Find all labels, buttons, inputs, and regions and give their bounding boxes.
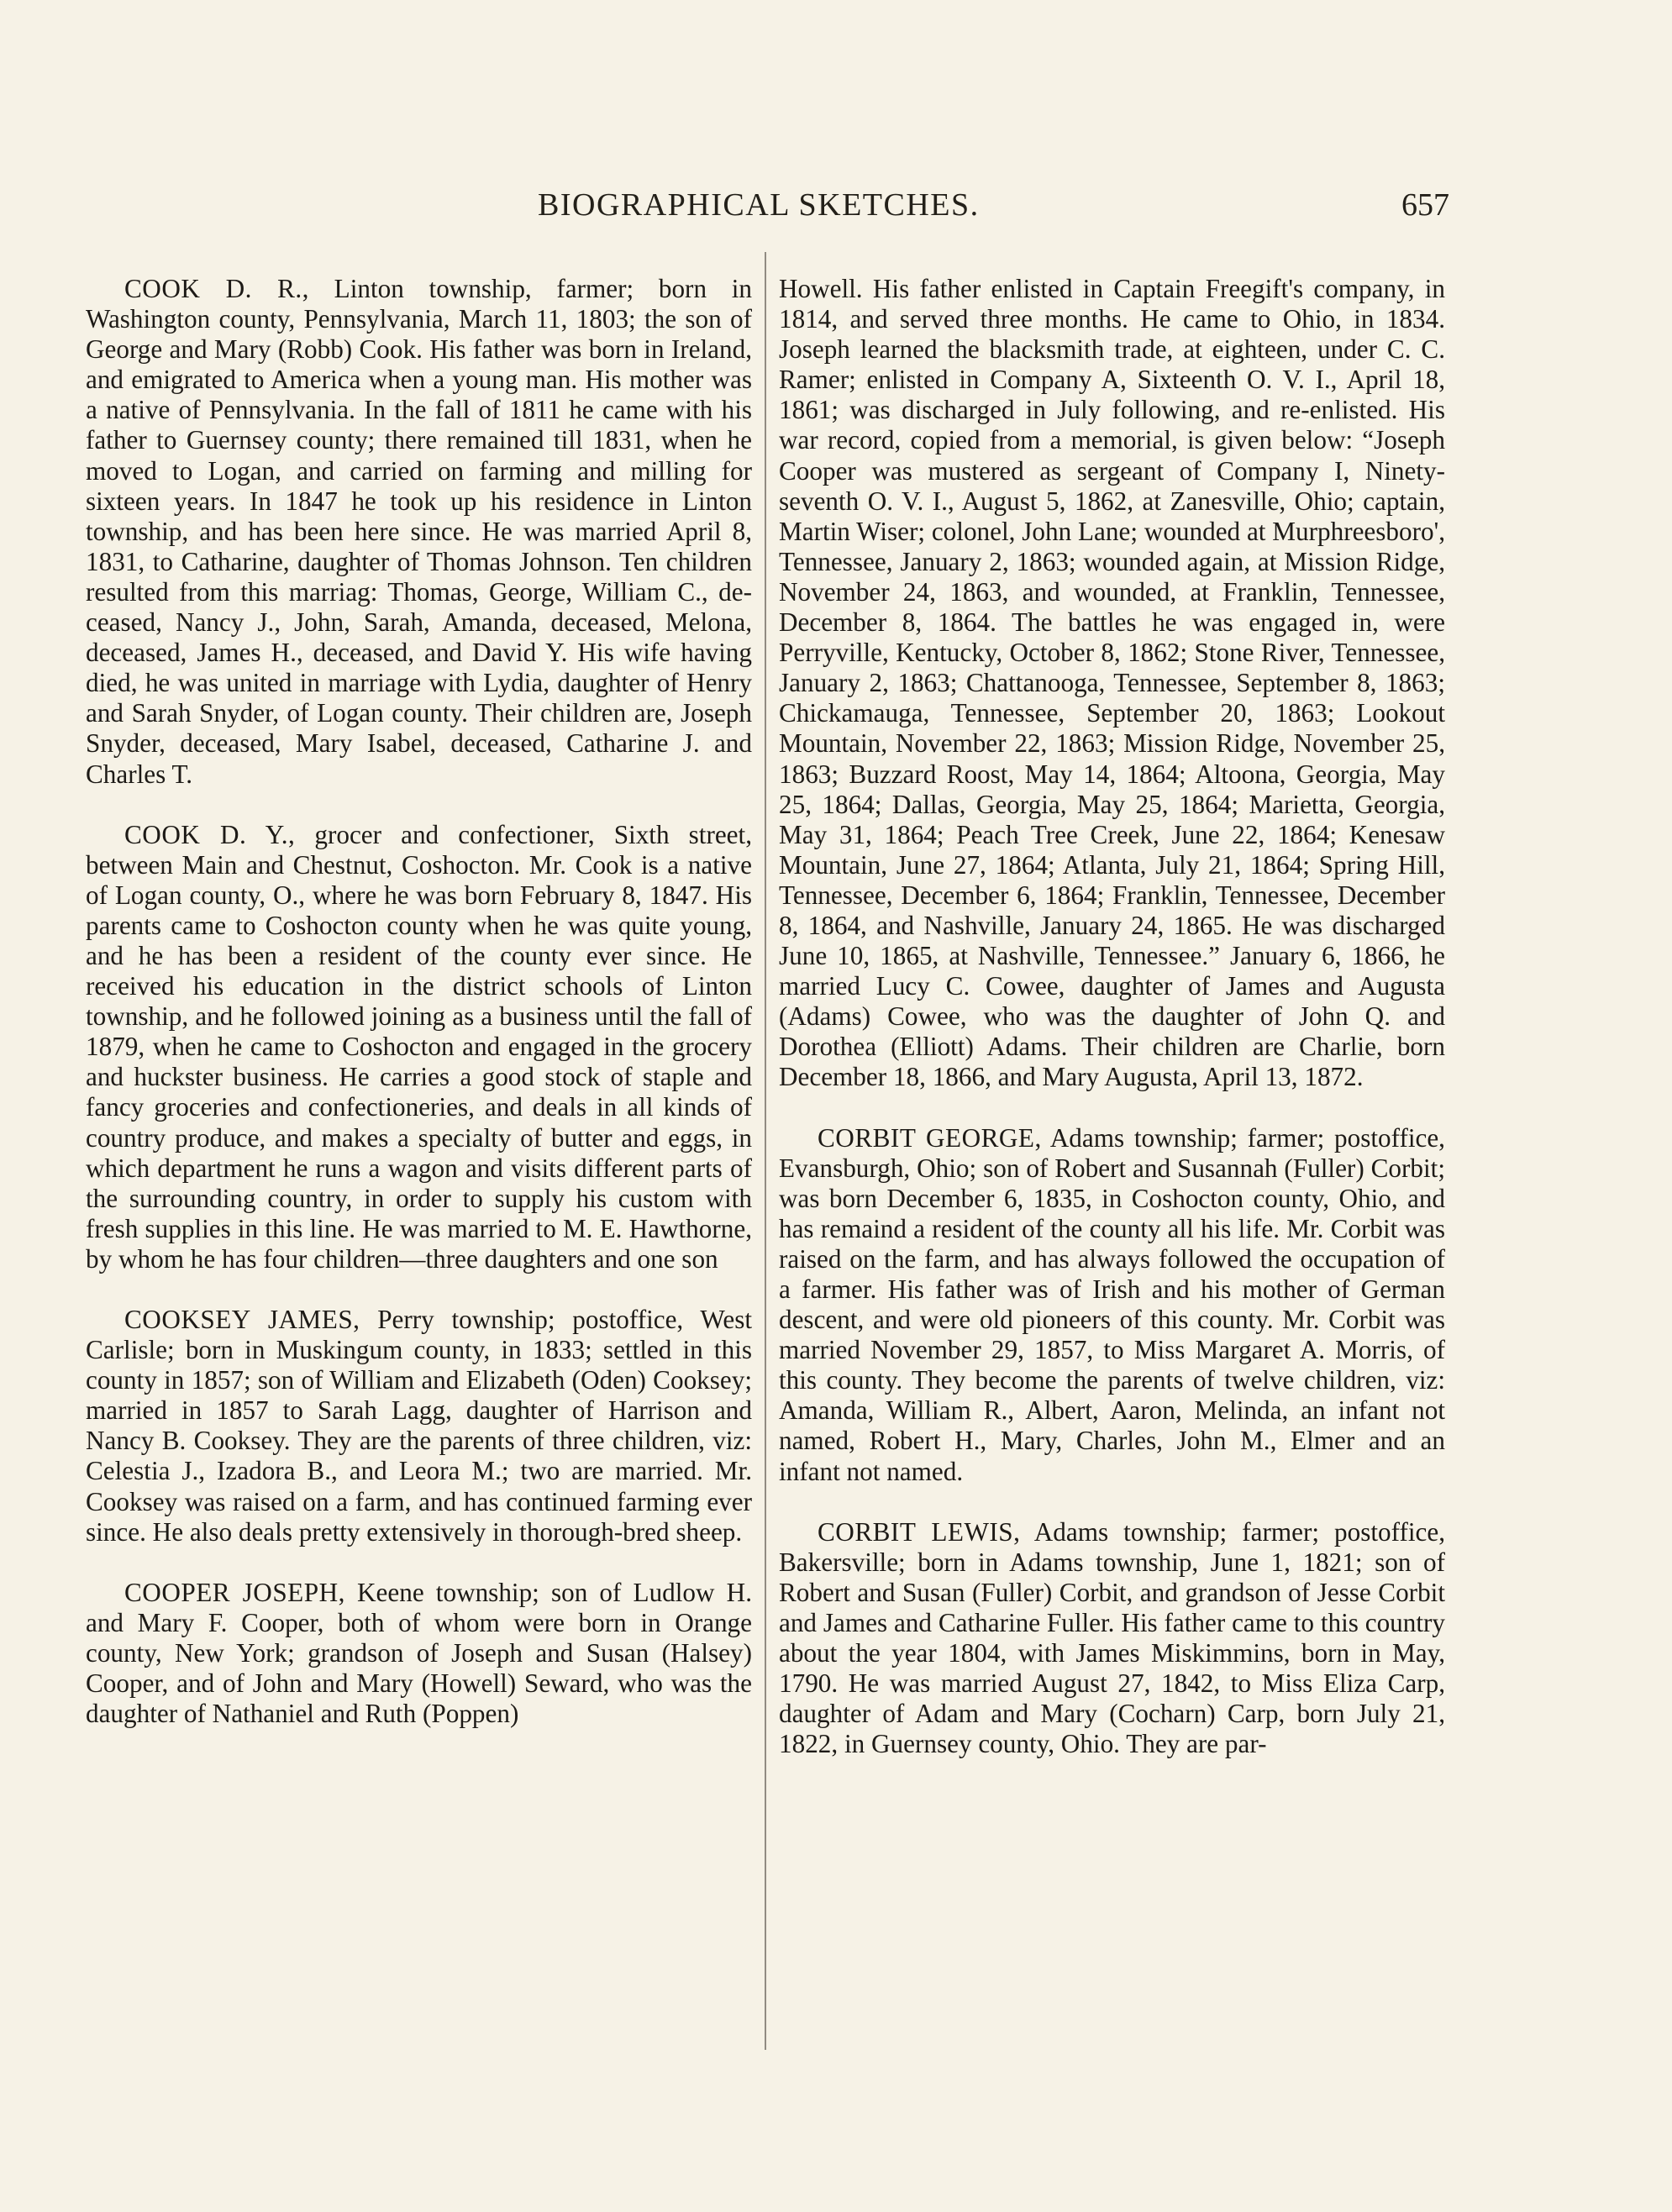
column-divider bbox=[765, 252, 766, 2050]
right-column bbox=[779, 274, 1445, 1789]
entry-text: Keene township; son of Ludlow H. and Mary F. Cooper, both of whom were born in Orange county, New York; grandson of Joseph and Susan (Halsey) Cooper, and of John and Mary (Howell) Seward, who was the daughter of Nathaniel and Ruth (Poppen) bbox=[86, 1577, 752, 1729]
entry-cook-d-r bbox=[86, 274, 752, 790]
entry-text: Howell. His father enlisted in Captain Freegift's company, in 1814, and served three months. He came to Ohio, in 1834. Joseph learned the blacksmith trade, at eighteen, under C. C. Ramer; enlisted in Company A, Sixteenth O. V. I., April 18, 1861; was discharged in July following, and re-enlisted. His war record, copied from a memorial, is given below: “Joseph Cooper was mustered as sergeant of Company I, Ninety-seventh O. V. I., August 5, 1862, at Zanesville, Ohio; captain, Martin Wiser; colonel, John Lane; wounded at Murphreesboro', Tennessee, January 2, 1863; wounded again, at Mission Ridge, November 24, 1863, and wounded, at Franklin, Tennessee, December 8, 1864. The battles he was engaged in, were Perryville, Kentucky, October 8, 1862; Stone River, Tennessee, January 2, 1863; Chattanooga, Tennessee, September 8, 1863; Chickamauga, Tennessee, September 20, 1863; Lookout Mountain, November 22, 1863; Mission Ridge, November 25, 1863; Buzzard Roost, May 14, 1864; Altoona, Georgia, May 25, 1864; Dallas, Georgia, May 25, 1864; Marietta, Georgia, May 31, 1864; Peach Tree Creek, June 22, 1864; Kenesaw Mountain, June 27, 1864; Atlanta, July 21, 1864; Spring Hill, Tennessee, December 6, 1864; Franklin, Tennessee, December 8, 1864, and Nashville, January 24, 1865. He was discharged June 10, 1865, at Nashville, Tennessee.” January 6, 1866, he married Lucy C. Cowee, daughter of James and Augusta (Adams) Cowee, who was the daughter of John Q. and Dorothea (Elliott) Adams. Their children are Charlie, born December 18, 1866, and Mary Augusta, April 13, 1872. bbox=[779, 274, 1445, 1092]
entry-cooper-joseph bbox=[86, 1578, 752, 1729]
left-column bbox=[86, 274, 752, 1759]
entry-corbit-lewis bbox=[779, 1517, 1445, 1760]
running-title: BIOGRAPHICAL SKETCHES. bbox=[538, 187, 980, 223]
entry-cooksey-james bbox=[86, 1305, 752, 1547]
entry-cook-d-y bbox=[86, 820, 752, 1274]
entry-name: CORBIT LEWIS, bbox=[818, 1516, 1021, 1547]
entry-name: COOK D. R., bbox=[124, 274, 309, 303]
entry-name: COOKSEY JAMES, bbox=[124, 1305, 360, 1334]
entry-cooper-joseph-continued bbox=[779, 274, 1445, 1093]
entry-text: grocer and confectioner, Sixth street, between Main and Chestnut, Coshocton. Mr. Cook is a native of Logan county, O., where he was born February 8, 1847. His parents came to Coshocton county when he was quite young, and he has been a resident of the county ever since. He received his education in the district schools of Linton township, and he followed joining as a business until the fall of 1879, when he came to Coshocton and engaged in the grocery and huckster business. He carries a good stock of staple and fancy groceries and confectioneries, and deals in all kinds of country produce, and makes a specialty of butter and eggs, in which department he runs a wagon and visits different parts of the surrounding country, in order to supply his custom with fresh supplies in this line. He was married to M. E. Hawthorne, by whom he has four children—three daughters and one son bbox=[86, 819, 752, 1274]
entry-corbit-george bbox=[779, 1123, 1445, 1487]
entry-text: Adams township; farmer; postoffice, Bakersville; born in Adams township, June 1, 1821; son of Robert and Susan (Fuller) Corbit, and grandson of Jesse Corbit and James and Catharine Fuller. His father came to this country about the year 1804, with James Miskimmins, born in May, 1790. He was married August 27, 1842, to Miss Eliza Carp, daughter of Adam and Mary (Cocharn) Carp, born July 21, 1822, in Guernsey county, Ohio. They are par- bbox=[779, 1516, 1445, 1759]
page-number: 657 bbox=[1401, 187, 1449, 223]
entry-text: Linton township, farmer; born in Washington county, Pennsylvania, March 11, 1803; the son of George and Mary (Robb) Cook. His father was born in Ireland, and emigrated to America when a young man. His mother was a native of Pennsylvania. In the fall of 1811 he came with his father to Guernsey county; there remained till 1831, when he moved to Logan, and carried on farming and milling for sixteen years. In 1847 he took up his residence in Linton township, and has been here since. He was married April 8, 1831, to Catharine, daughter of Thomas Johnson. Ten children resulted from this marriag: Thomas, George, William C., deceased, Nancy J., John, Sarah, Amanda, deceased, Melona, deceased, James H., deceased, and David Y. His wife having died, he was united in marriage with Lydia, daughter of Henry and Sarah Snyder, of Logan county. Their children are, Joseph Snyder, deceased, Mary Isabel, deceased, Catharine J. and Charles T. bbox=[86, 274, 752, 789]
entry-text: Perry township; postoffice, West Carlisle; born in Muskingum county, in 1833; settled in this county in 1857; son of William and Elizabeth (Oden) Cooksey; married in 1857 to Sarah Lagg, daughter of Harrison and Nancy B. Cooksey. They are the parents of three children, viz: Celestia J., Izadora B., and Leora M.; two are married. Mr. Cooksey was raised on a farm, and has continued farming ever since. He also deals pretty extensively in thorough-bred sheep. bbox=[86, 1305, 752, 1547]
entry-text: Adams township; farmer; postoffice, Evansburgh, Ohio; son of Robert and Susannah (Fuller) Corbit; was born December 6, 1835, in Coshocton county, Ohio, and has remaind a resident of the county all his life. Mr. Corbit was raised on the farm, and has always followed the occupation of a farmer. His father was of Irish and his mother of German descent, and were old pioneers of this county. Mr. Corbit was married November 29, 1857, to Miss Margaret A. Morris, of this county. They become the parents of twelve children, viz: Amanda, William R., Albert, Aaron, Melinda, an infant not named, Robert H., Mary, Charles, John M., Elmer and an infant not named. bbox=[779, 1122, 1445, 1486]
entry-name: COOPER JOSEPH, bbox=[124, 1577, 345, 1607]
running-head bbox=[0, 187, 1672, 229]
entry-name: CORBIT GEORGE, bbox=[818, 1122, 1042, 1153]
entry-name: COOK D. Y., bbox=[124, 819, 296, 849]
